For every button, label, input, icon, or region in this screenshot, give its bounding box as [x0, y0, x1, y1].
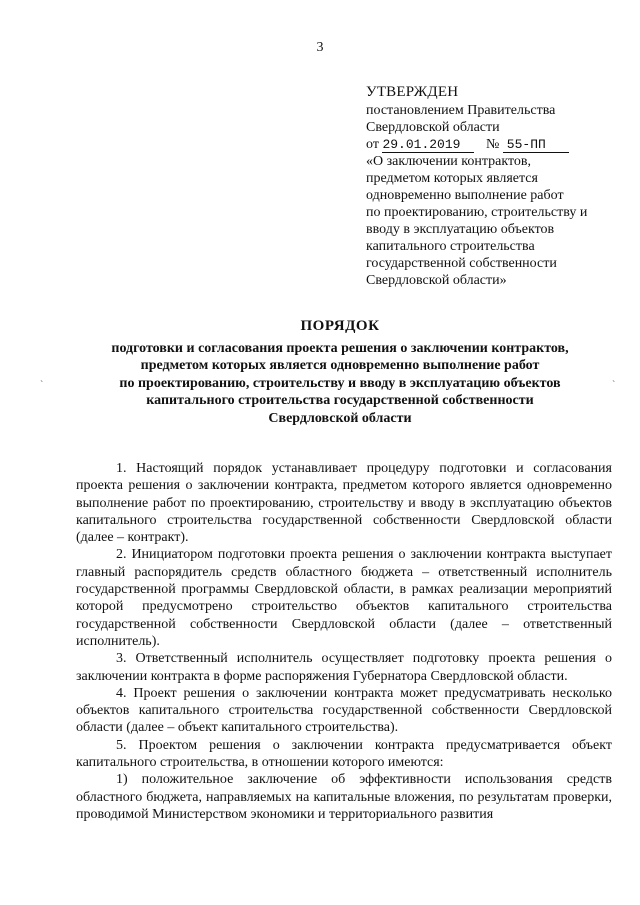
approval-stamp	[366, 84, 616, 289]
paragraph: 3. Ответственный исполнитель осуществляет подготовку проекта решения о заключении контракта в форме распоряжения Губернатора Свердловской области.	[76, 651, 612, 684]
approval-title-line: «О заключении контрактов,	[366, 154, 532, 169]
approval-number: 55-ПП	[503, 138, 569, 153]
approval-title-line: капитального строительства	[366, 239, 535, 254]
approval-line: постановлением Правительства	[366, 103, 556, 118]
document-title-line: капитального строительства государственной собственности	[146, 393, 534, 408]
approval-line: Свердловской области	[366, 120, 500, 135]
approval-title-line: предметом которых является	[366, 171, 538, 186]
date-prefix: от	[366, 137, 379, 152]
document-title-line: по проектированию, строительству и вводу в эксплуатацию объектов	[119, 375, 561, 391]
paragraph: 1) положительное заключение об эффективности использования средств областного бюджета, направляемых на капитальные вложения, по результатам проверки, проводимой Министерством экономики и территориального развития	[76, 772, 612, 822]
approval-title-line: одновременно выполнение работ	[366, 188, 564, 203]
approval-heading: УТВЕРЖДЕН	[366, 84, 459, 100]
approval-title-line: по проектированию, строительству и	[366, 205, 588, 220]
approval-title-line: государственной собственности	[366, 256, 557, 271]
paragraph: 5. Проектом решения о заключении контракта предусматривается объект капитального строительства, в отношении которого имеются:	[76, 737, 612, 771]
approval-date: 29.01.2019	[382, 138, 474, 153]
scan-speck: ˋ	[612, 380, 616, 391]
page-number: 3	[316, 40, 324, 55]
scan-speck: ˋ	[40, 380, 44, 391]
approval-title-line: Свердловской области»	[366, 273, 507, 288]
document-title-line: подготовки и согласования проекта решения о заключении контрактов,	[111, 340, 569, 356]
paragraph: 1. Настоящий порядок устанавливает процедуру подготовки и согласования проекта решения о заключении контракта, предметом которого является одновременно выполнение работ по проектированию, строительству и вводу в эксплуатацию объектов капитального строительства государственной собственности Свердловской области (далее – контракт).	[76, 461, 612, 546]
document-title-line: предметом которых является одновременно выполнение работ	[140, 358, 540, 373]
document-title	[60, 318, 620, 427]
document-title-main: ПОРЯДОК	[300, 318, 380, 334]
approval-date-line	[366, 136, 616, 153]
paragraph: 4. Проект решения о заключении контракта может предусматривать несколько объектов капитального строительства государственной собственности Свердловской области (далее – объект капитального строительства).	[76, 685, 612, 736]
number-prefix: №	[485, 137, 500, 152]
document-body	[76, 460, 612, 823]
approval-title-line: вводу в эксплуатацию объектов	[366, 222, 555, 237]
document-title-line: Свердловской области	[268, 410, 412, 426]
paragraph: 2. Инициатором подготовки проекта решения о заключении контракта выступает главный распорядитель средств областного бюджета – ответственный исполнитель государственной программы Свердловской области, в рамках реализации мероприятий которой предусмотрено строительство объектов капитального строительства государственной собственности Свердловской области (далее – ответственный исполнитель).	[76, 547, 612, 649]
